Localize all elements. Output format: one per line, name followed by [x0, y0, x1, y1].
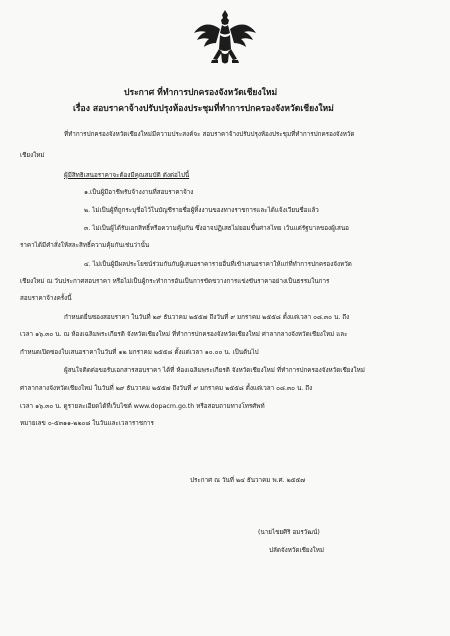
documents-line-2: ศาลากลางจังหวัดเชียงใหม่ ในวันที่ ๒๙ ธันวาคม ๒๕๕๗ ถึงวันที่ ๙ มกราคม ๒๕๕๘ ตั้งแต่เวลา ๐๘.๓๐ น. ถึง — [20, 385, 313, 392]
announcement-title: ประกาศ ที่ทำการปกครองจังหวัดเชียงใหม่ — [124, 88, 278, 98]
qualification-item: เชียงใหม่ ณ วันประกาศสอบราคา หรือไม่เป็นผู้กระทำการอันเป็นการขัดขวางการแข่งขันราคาอย่างเป็นธรรมในการ — [20, 278, 330, 285]
qualification-item: ๓. ไม่เป็นผู้ได้รับเอกสิทธิ์หรือความคุ้มกัน ซึ่งอาจปฏิเสธไม่ยอมขึ้นศาลไทย เว้นแต่รัฐบาลของผู้เสนอ — [84, 225, 349, 232]
qualification-item: ๒. ไม่เป็นผู้ที่ถูกระบุชื่อไว้ในบัญชีรายชื่อผู้ทิ้งงานของทางราชการและได้แจ้งเวียนชื่อแล้ว — [84, 207, 319, 214]
documents-line-4: หมายเลข ๐-๕๓๑๑-๒๒๐๘ ในวันและเวลาราชการ — [20, 420, 154, 427]
qualification-item: ๑.เป็นผู้มีอาชีพรับจ้างงานที่สอบราคาจ้าง — [84, 189, 194, 196]
qualification-item: ๔. ไม่เป็นผู้มีผลประโยชน์ร่วมกันกับผู้เสนอราคารายอื่นที่เข้าเสนอราคาให้แก่ที่ทำการปกครองจังหวัด — [84, 261, 352, 268]
intro-line-2: เชียงใหม่ — [20, 152, 45, 159]
qualification-item: สอบราคาจ้างครั้งนี้ — [20, 295, 72, 302]
qualifications-heading: ผู้มีสิทธิเสนอราคาจะต้องมีคุณสมบัติ ดังต่อไปนี้ — [64, 172, 190, 179]
announcement-date: ประกาศ ณ วันที่ ๒๔ ธันวาคม พ.ศ. ๒๕๕๗ — [190, 477, 306, 484]
submission-line-3: กำหนดเปิดซองใบเสนอราคาในวันที่ ๑๒ มกราคม ๒๕๕๘ ตั้งแต่เวลา ๑๐.๐๐ น. เป็นต้นไป — [20, 349, 259, 356]
garuda-emblem-icon — [192, 8, 258, 70]
signatory-position: ปลัดจังหวัดเชียงใหม่ — [269, 547, 325, 554]
subject-title: เรื่อง สอบราคาจ้างปรับปรุงห้องประชุมที่ทำการปกครองจังหวัดเชียงใหม่ — [73, 104, 334, 114]
signatory-name: (นายไชยศิริ อมรวัฒน์) — [258, 529, 320, 536]
intro-line-1: ที่ทำการปกครองจังหวัดเชียงใหม่มีความประสงค์จะ สอบราคาจ้างปรับปรุงห้องประชุมที่ทำการปกครองจังหวัด — [64, 131, 355, 138]
qualification-item: ราคาได้มีคำสั่งให้สละสิทธิ์ความคุ้มกันเช่นว่านั้น — [20, 242, 150, 249]
submission-line-1: กำหนดยื่นซองสอบราคา ในวันที่ ๒๙ ธันวาคม ๒๕๕๗ ถึงวันที่ ๙ มกราคม ๒๕๕๘ ตั้งแต่เวลา ๐๘.๓๐ น. ถึง — [64, 314, 350, 321]
documents-line-3: เวลา ๑๖.๓๐ น. ดูรายละเอียดได้ที่เว็บไซต์ www.dopacm.go.th หรือสอบถามทางโทรศัพท์ — [20, 403, 265, 410]
documents-line-1: ผู้สนใจติดต่อขอรับเอกสารสอบราคา ได้ที่ ห้องเฉลิมพระเกียรติ จังหวัดเชียงใหม่ ที่ทำการปกครองจังหวัดเชียงใหม่ — [64, 367, 365, 374]
submission-line-2: เวลา ๑๖.๓๐ น. ณ ห้องเฉลิมพระเกียรติ จังหวัดเชียงใหม่ ที่ทำการปกครองจังหวัดเชียงใหม่ ศาลากลางจังหวัดเชียงใหม่ และ — [20, 331, 348, 338]
